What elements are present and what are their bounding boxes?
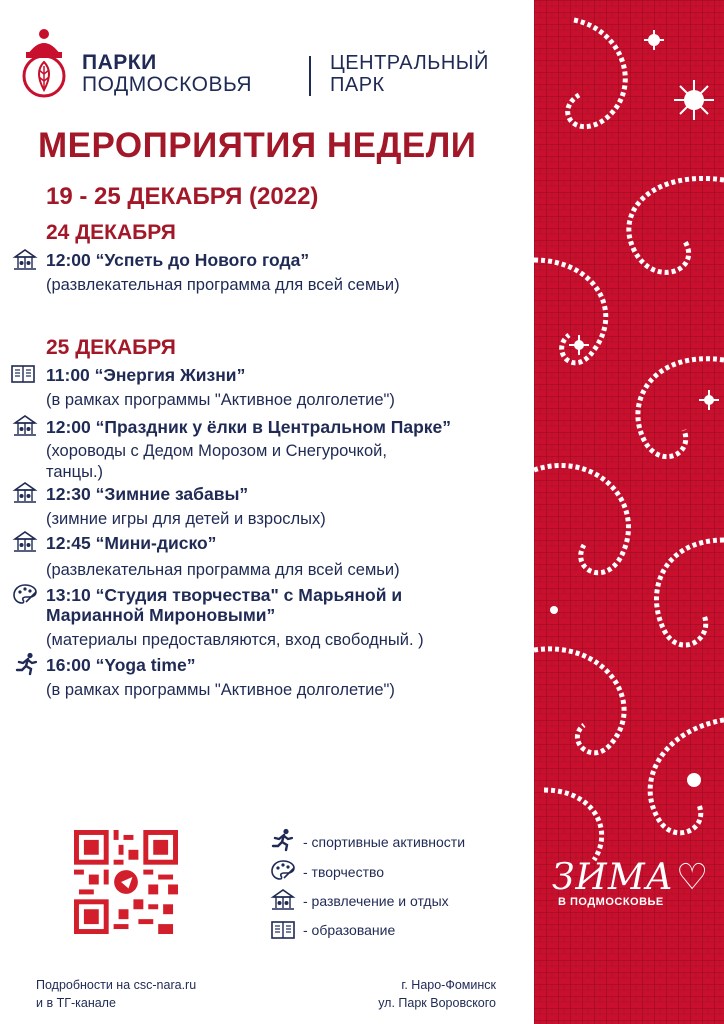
- legend-label: - развлечение и отдых: [303, 893, 449, 909]
- day-heading: 25 ДЕКАБРЯ: [46, 336, 176, 359]
- footer-street: ул. Парк Воровского: [378, 996, 496, 1010]
- carousel-icon: [270, 888, 296, 912]
- event-desc: (материалы предоставляются, вход свободный. ): [46, 631, 424, 649]
- brand-line1: ПАРКИ: [82, 51, 157, 74]
- carousel-icon: [12, 481, 38, 505]
- event-title: 12:45 “Мини-диско”: [46, 533, 217, 553]
- footer-city: г. Наро-Фоминск: [401, 978, 496, 992]
- palette-icon: [270, 858, 296, 882]
- event-title: 16:00 “Yoga time”: [46, 655, 196, 675]
- brand-name: [82, 52, 252, 96]
- event-title: 11:00 “Энергия Жизни”: [46, 365, 246, 385]
- page-title: МЕРОПРИЯТИЯ НЕДЕЛИ: [38, 126, 477, 165]
- brand-line2: ПОДМОСКОВЬЯ: [82, 73, 253, 96]
- qr-code-icon: [74, 830, 178, 934]
- book-icon: [270, 918, 296, 942]
- zima-title: ЗИМА: [552, 857, 674, 898]
- book-icon: [10, 362, 36, 386]
- event-desc: (развлекательная программа для всей семьи): [46, 561, 400, 579]
- park-line2: ПАРК: [330, 74, 385, 96]
- week-range: 19 - 25 ДЕКАБРЯ (2022): [46, 183, 319, 210]
- park-name: [330, 52, 489, 96]
- heart-icon: ♡: [675, 857, 710, 898]
- footer-website: Подробности на csc-nara.ru: [36, 978, 197, 992]
- header-divider: [309, 56, 311, 96]
- day-heading: 24 ДЕКАБРЯ: [46, 221, 176, 244]
- runner-icon: [14, 652, 40, 676]
- event-title: 13:10 “Студия творчества" с Марьяной и: [46, 585, 403, 605]
- event-desc: (в рамках программы "Активное долголетие"): [46, 681, 395, 699]
- event-desc: (развлекательная программа для всей семьи): [46, 276, 400, 294]
- legend-label: - спортивные активности: [303, 834, 466, 850]
- footer-telegram: и в ТГ-канале: [36, 996, 116, 1010]
- legend-label: - творчество: [303, 864, 385, 880]
- event-title: 12:00 “Успеть до Нового года”: [46, 250, 310, 270]
- parks-logo-icon: [18, 28, 70, 98]
- event-desc: (хороводы с Дедом Морозом и Снегурочкой,: [46, 442, 387, 460]
- carousel-icon: [12, 530, 38, 554]
- footer-details: [36, 976, 196, 1012]
- event-title: 12:30 “Зимние забавы”: [46, 484, 249, 504]
- legend-label: - образование: [303, 922, 396, 938]
- event-title: 12:00 “Праздник у ёлки в Центральном Парке”: [46, 417, 452, 437]
- carousel-icon: [12, 414, 38, 438]
- event-desc: танцы.): [46, 463, 104, 481]
- event-desc: (зимние игры для детей и взрослых): [46, 510, 326, 528]
- event-title: Марианной Мироновыми”: [46, 605, 276, 625]
- footer-address: [356, 976, 496, 1012]
- zima-logo: [552, 857, 710, 908]
- event-desc: (в рамках программы "Активное долголетие"): [46, 391, 395, 409]
- carousel-icon: [12, 248, 38, 272]
- runner-icon: [270, 828, 296, 852]
- zima-subtitle: В ПОДМОСКОВЬЕ: [558, 896, 664, 908]
- park-line1: ЦЕНТРАЛЬНЫЙ: [330, 52, 489, 74]
- palette-icon: [12, 582, 38, 606]
